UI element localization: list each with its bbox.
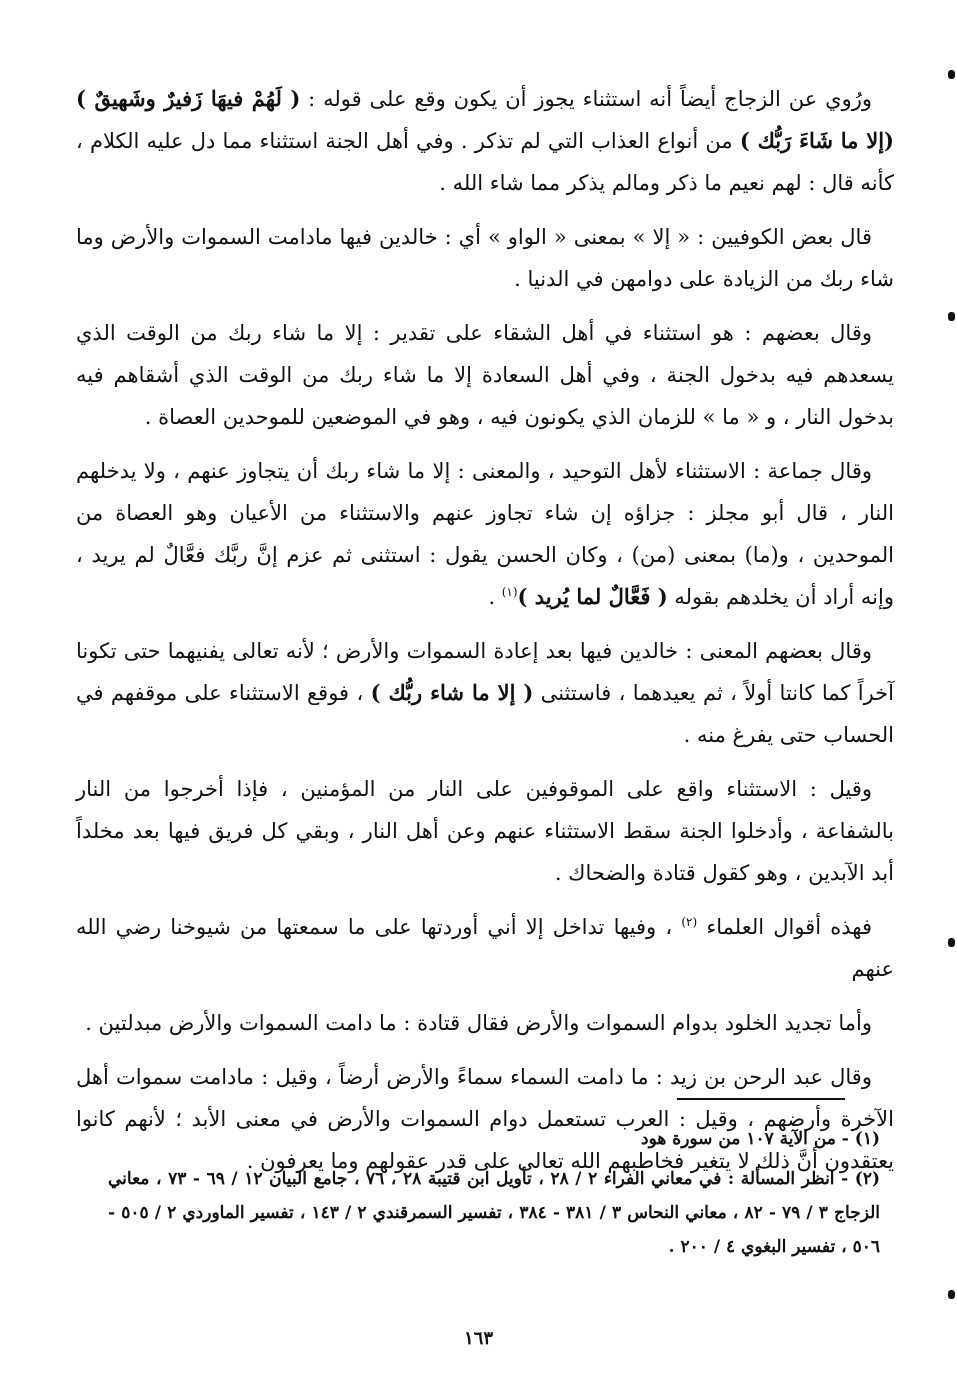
footnote-2: (٢) - انظر المسألة : في معاني الفراء ٢ / ٢٨ ، تأويل ابن قتيبة ٢٨ ، ٧٦ ، جامع البيان ١٢ / ٦٩ - ٧٣ ، معاني الزجاج ٣ / ٧٩ - ٨٢ ، معاني النحاس ٣ / ٣٨١ - ٣٨٤ ، تفسير السمرقندي ٢ / ١٤٣ ، تفسير الماوردي ٢ / ٥٠٥ - ٥٠٦ ، تفسير البغوي ٤ / ٢٠٠ .	[108, 1169, 881, 1257]
footnote-ref-2: (٢)	[681, 915, 698, 929]
main-text	[76, 78, 894, 1194]
paragraph-8: وأما تجديد الخلود بدوام السموات والأرض فقال قتادة : ما دامت السموات والأرض مبدلتين .	[85, 1011, 872, 1035]
text-run: ، وفيها تداخل إلا أني أوردتها على ما سمعتها من شيوخنا رضي الله عنهم	[76, 915, 894, 981]
text-run: ، فوقع الاستثناء على موقفهم في الحساب حتى يفرغ منه .	[76, 681, 894, 747]
paragraph-7	[76, 906, 894, 990]
footnote-1: (١) - من الآية ١٠٧ من سورة هود	[641, 1129, 880, 1149]
text-run: وقال بعضهم المعنى : خالدين فيها بعد إعادة السموات والأرض ؛ لأنه تعالى يفنيهما حتى تكونا آخراً كما كانتا أولاً ، ثم يعيدهما ، فاستثنى	[76, 639, 894, 705]
quran-verse: ( لَهُمْ فيهَا زَفيرٌ وشَهيقٌ )	[76, 86, 301, 111]
quran-verse: ( إلا ما شاء ربُّك )	[370, 680, 534, 705]
footnotes	[108, 1122, 880, 1270]
text-run: ورُوي عن الزجاج أيضاً أنه استثناء يجوز أن يكون وقع على قوله :	[300, 87, 873, 111]
quran-verse: ( فَعَّالٌ لما يُريد )	[517, 584, 668, 609]
text-run: من أنواع العذاب التي لم تذكر . وفي أهل الجنة استثناء مما دل عليه الكلام ، كأنه قال : لهم نعيم ما ذكر ومالم يذكر مما شاء الله .	[76, 129, 894, 195]
paragraph-4	[76, 450, 894, 618]
margin-mark	[948, 1290, 955, 1299]
paragraph-2: قال بعض الكوفيين : « إلا » بمعنى « الواو » أي : خالدين فيها مادامت السموات والأرض وما شاء ربك من الزيادة على دوامهن في الدنيا .	[76, 225, 894, 291]
margin-mark	[948, 70, 955, 79]
paragraph-6: وقيل : الاستثناء واقع على الموقوفين على النار من المؤمنين ، فإذا أخرجوا من النار بالشفاعة ، وأدخلوا الجنة سقط الاستثناء عنهم وعن أهل النار ، وبقي كل فريق فيها بعد مخلداً أبد الآبدين ، وهو كقول قتادة والضحاك .	[76, 777, 894, 885]
paragraph-3: وقال بعضهم : هو استثناء في أهل الشقاء على تقدير : إلا ما شاء ربك من الوقت الذي يسعدهم فيه بدخول الجنة ، وفي أهل السعادة إلا ما شاء ربك من الوقت الذي أشقاهم فيه بدخول النار ، و « ما » للزمان الذي يكونون فيه ، وهو في الموضعين للموحدين العصاة .	[76, 321, 894, 429]
paragraph-9: وقال عبد الرحن بن زيد : ما دامت السماء سماءً والأرض أرضاً ، وقيل : مادامت سموات أهل الآخرة وأرضهم ، وقيل : العرب تستعمل دوام السموات والأرض في معنى الأبد ؛ لأنهم كانوا يعتقدون أنَّ ذلك لا يتغير فخاطبهم الله تعالى على قدر عقولهم وما يعرفون .	[76, 1065, 894, 1173]
text-run: فهذه أقوال العلماء	[697, 915, 872, 939]
text-run: وقال جماعة : الاستثناء لأهل التوحيد ، والمعنى : إلا ما شاء ربك أن يتجاوز عنهم ، ولا يدخلهم النار ، قال أبو مجلز : جزاؤه إن شاء تجاوز عنهم والاستثناء من الأعيان وهو العصاة من الموحدين ، و(ما) بمعنى (من) ، وكان الحسن يقول : استثنى ثم عزم إنَّ ربَّك فعَّالٌ لم يريد ، وإنه أراد أن يخلدهم بقوله	[76, 459, 894, 609]
margin-mark	[948, 312, 955, 321]
paragraph-5	[76, 630, 894, 756]
quran-verse: (إلا ما شَاءَ رَبُّك )	[739, 128, 894, 153]
margin-mark	[948, 938, 955, 947]
footnote-separator	[677, 1098, 845, 1100]
page-number: ١٦٣	[463, 1328, 493, 1349]
text-run: .	[488, 585, 502, 609]
footnote-ref-1: (١)	[501, 585, 518, 599]
paragraph-1	[76, 78, 894, 204]
